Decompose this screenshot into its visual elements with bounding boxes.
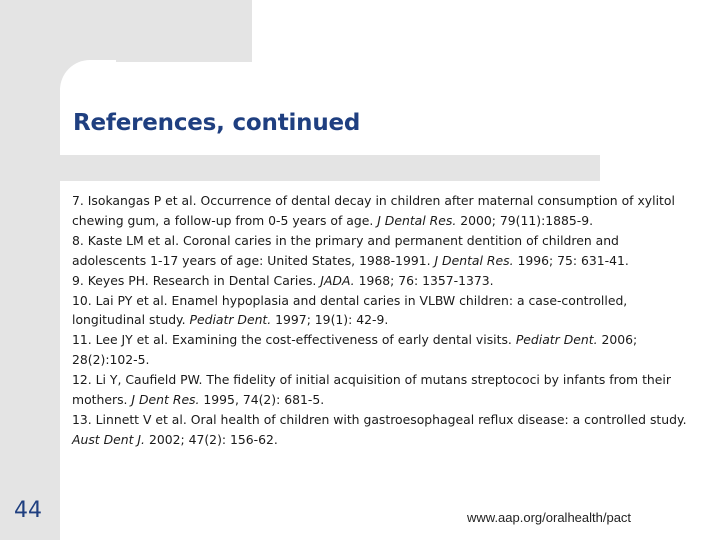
reference-journal: Aust Dent J. [72,431,145,447]
corner-decor-curve [60,60,116,116]
reference-text: 12. Li Y, Caufield PW. The fidelity of initial acquisition of mutans streptococi by infants from their mothers. [72,372,671,408]
reference-item [72,370,692,410]
left-decor-bar [0,0,60,540]
reference-text: 9. Keyes PH. Research in Dental Caries. [72,272,321,288]
reference-journal: Pediatr Dent. [515,332,598,348]
reference-text: 10. Lai PY et al. Enamel hypoplasia and dental caries in VLBW children: a case-controlled, longitudinal study. [72,292,628,328]
reference-journal: J Dental Res. [377,212,457,228]
reference-list [72,191,692,450]
reference-journal: J Dent Res. [131,392,200,408]
reference-text: 7. Isokangas P et al. Occurrence of dental decay in children after maternal consumption of xylitol chewing gum, a follow-up from 0-5 years of age. [72,193,675,228]
reference-tail: 2006; 28(2):102-5. [72,332,638,368]
top-decor-block [60,0,252,62]
reference-item [72,410,692,450]
reference-tail: 1995, 74(2): 681-5. [199,392,325,408]
reference-item [72,231,692,271]
reference-journal: Pediatr Dent. [189,312,272,328]
reference-text: 8. Kaste LM et al. Coronal caries in the primary and permanent dentition of children and adolescents 1-17 years of age: United States, 1988-1991. [72,232,619,268]
slide-number: 44 [14,498,42,523]
reference-tail: 1968; 76: 1357-1373. [354,272,494,288]
reference-item [72,271,692,291]
reference-item [72,291,692,331]
slide-title: References, continued [73,110,361,136]
reference-journal: JADA. [320,272,355,288]
reference-journal: J Dental Res. [434,252,514,268]
reference-text: 11. Lee JY et al. Examining the cost-effectiveness of early dental visits. [72,332,516,348]
reference-item [72,330,692,370]
footer-url: www.aap.org/oralhealth/pact [467,510,632,525]
reference-tail: 1996; 75: 631-41. [513,252,629,268]
reference-tail: 2000; 79(11):1885-9. [456,212,594,228]
title-underline-bar [60,155,600,181]
reference-item [72,191,692,231]
reference-text: 13. Linnett V et al. Oral health of children with gastroesophageal reflux disease: a controlled study. [72,411,687,427]
reference-tail: 2002; 47(2): 156-62. [145,431,278,447]
reference-tail: 1997; 19(1): 42-9. [271,312,389,328]
